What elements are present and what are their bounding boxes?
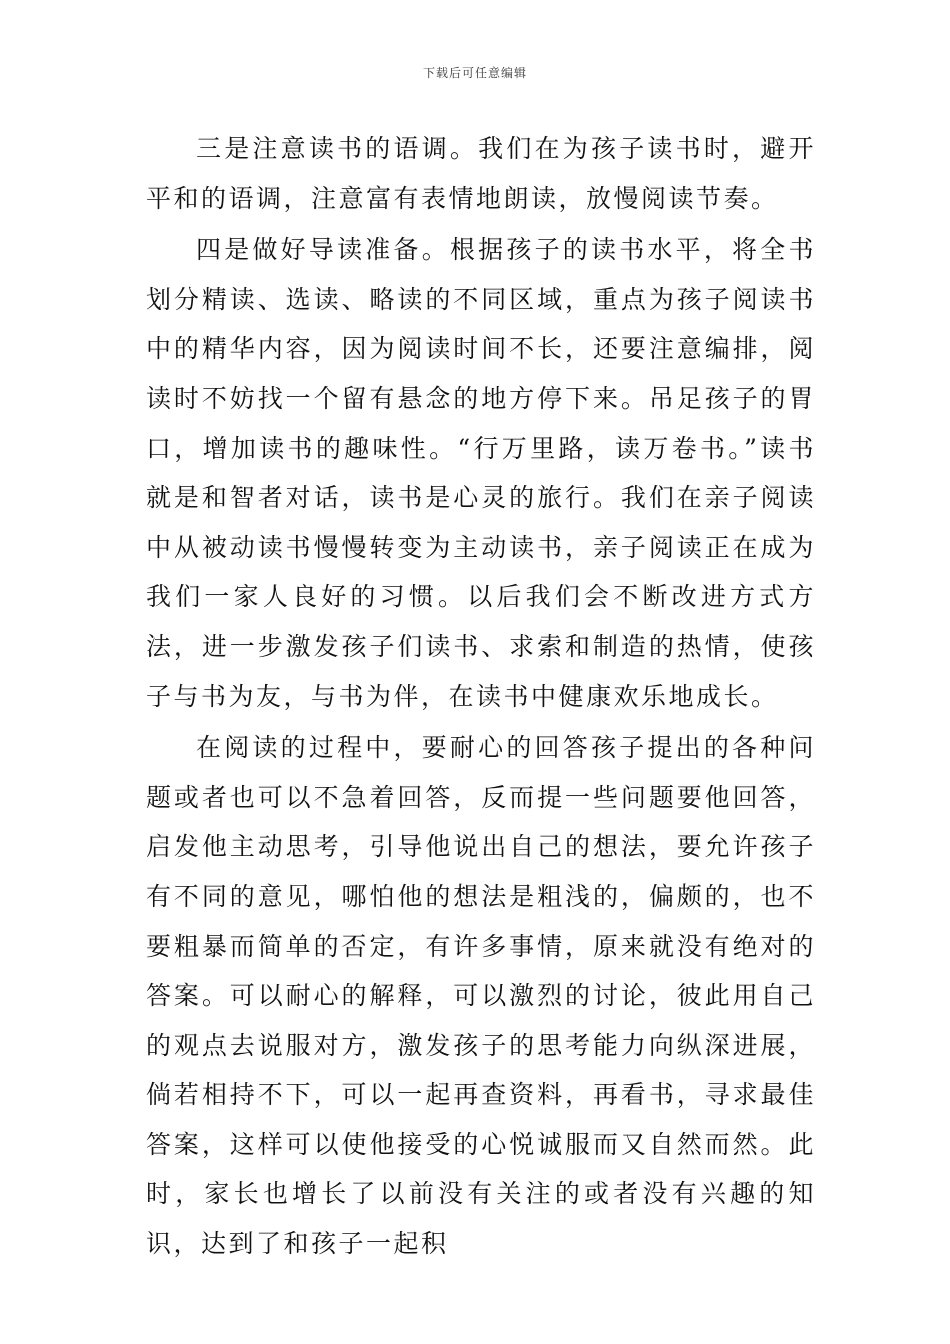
document-body xyxy=(146,124,816,1269)
paragraph-reading-tone: 三是注意读书的语调。我们在为孩子读书时，避开平和的语调，注意富有表情地朗读，放慢阅读节奏。 xyxy=(146,134,816,213)
paragraph-answering-questions: 在阅读的过程中，要耐心的回答孩子提出的各种问题或者也可以不急着回答，反而提一些问题要他回答，启发他主动思考，引导他说出自己的想法，要允许孩子有不同的意见，哪怕他的想法是粗浅的，偏颇的，也不要粗暴而简单的否定，有许多事情，原来就没有绝对的答案。可以耐心的解释，可以激烈的讨论，彼此用自己的观点去说服对方，激发孩子的思考能力向纵深进展，倘若相持不下，可以一起再查资料，再看书，寻求最佳答案，这样可以使他接受的心悦诚服而又自然而然。此时，家长也增长了以前没有关注的或者没有兴趣的知识，达到了和孩子一起积 xyxy=(146,733,816,1259)
page-header: 下载后可任意编辑 xyxy=(422,66,527,80)
paragraph-guided-reading: 四是做好导读准备。根据孩子的读书水平，将全书划分精读、选读、略读的不同区域，重点为孩子阅读书中的精华内容，因为阅读时间不长，还要注意编排，阅读时不妨找一个留有悬念的地方停下来。吊足孩子的胃口，增加读书的趣味性。“行万里路，读万卷书。”读书就是和智者对话，读书是心灵的旅行。我们在亲子阅读中从被动读书慢慢转变为主动读书，亲子阅读正在成为我们一家人良好的习惯。以后我们会不断改进方式方法，进一步激发孩子们读书、求索和制造的热情，使孩子与书为友，与书为伴，在读书中健康欢乐地成长。 xyxy=(146,235,816,711)
